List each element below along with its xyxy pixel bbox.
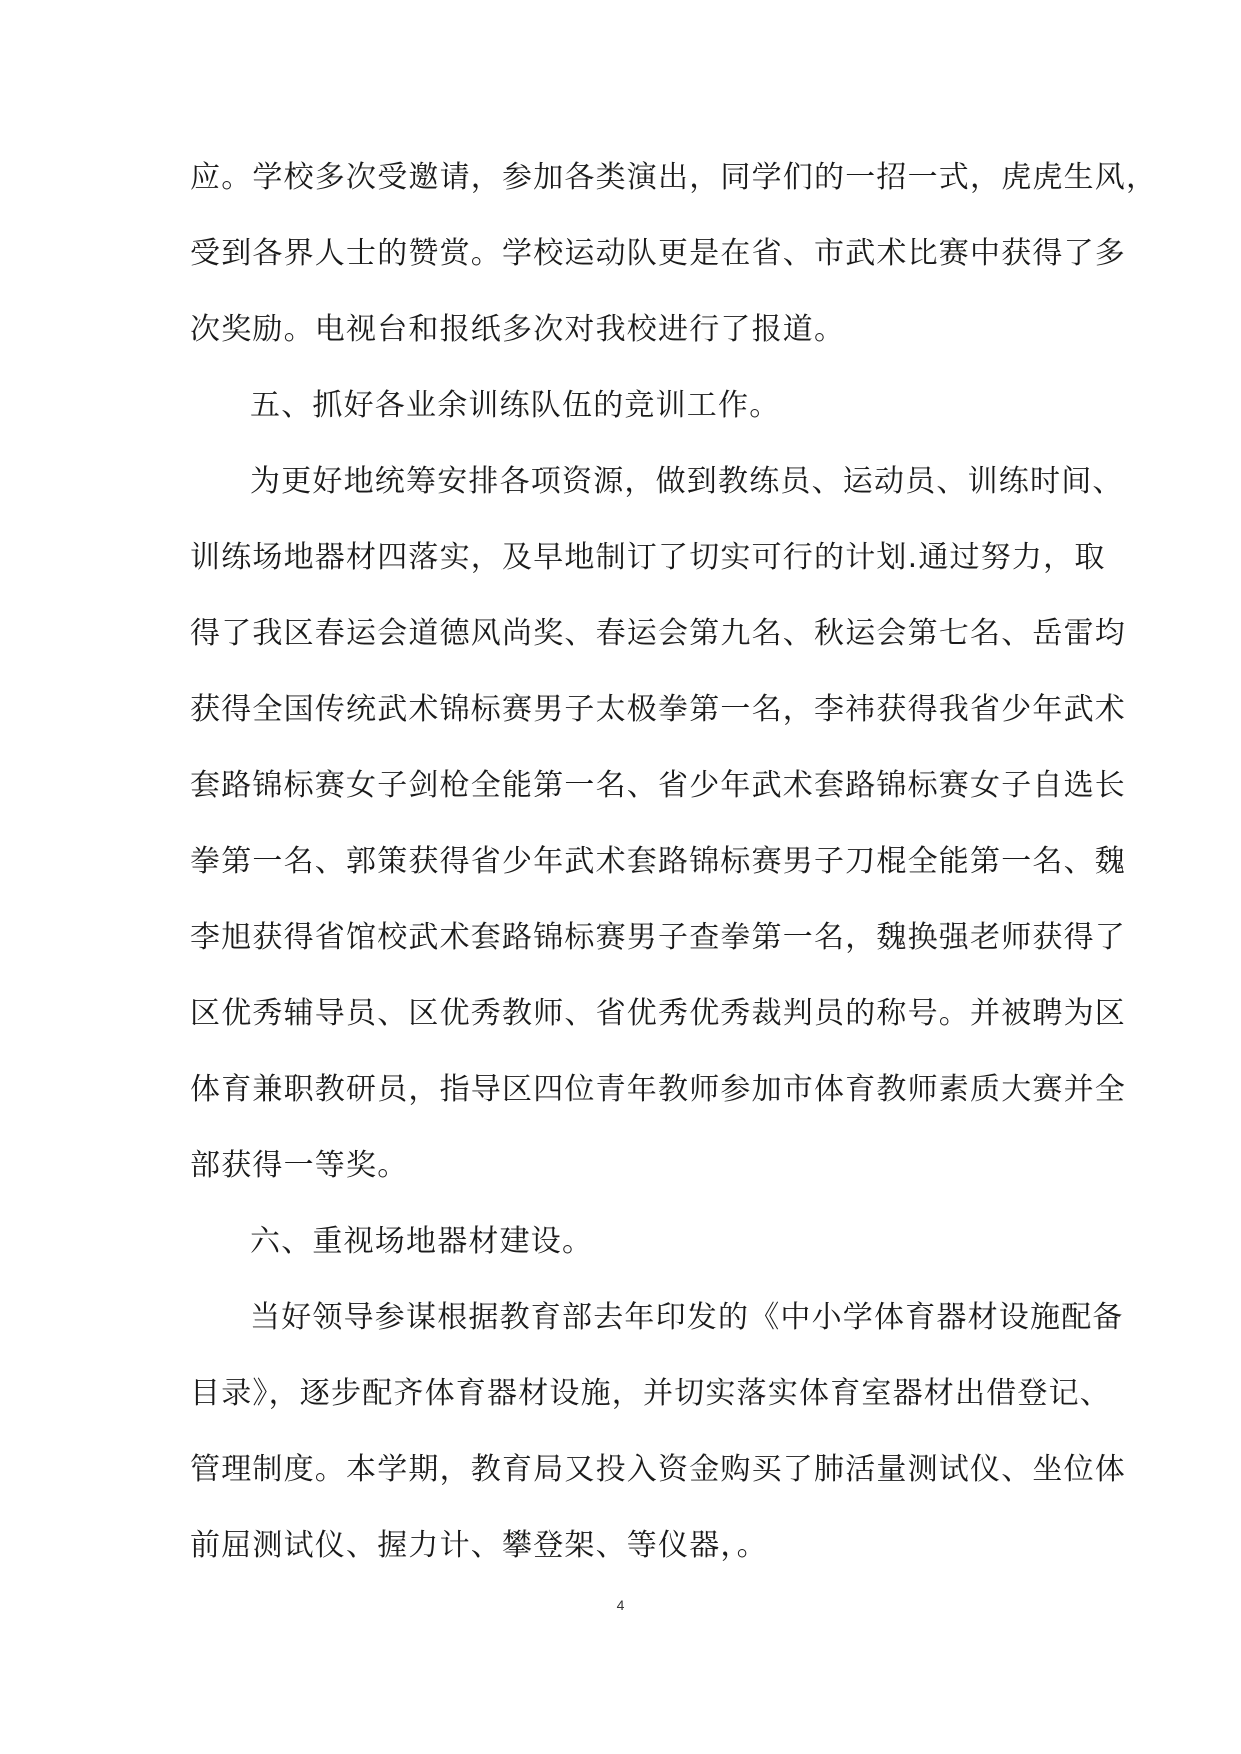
text-line: 部获得一等奖。 — [190, 1148, 409, 1183]
text-line: 套路锦标赛女子剑枪全能第一名、省少年武术套路锦标赛女子自选长 — [190, 768, 1126, 803]
text-line: 当好领导参谋根据教育部去年印发的《中小学体育器材设施配备 — [250, 1300, 1124, 1335]
text-line: 六、重视场地器材建设。 — [250, 1224, 594, 1259]
text-line: 拳第一名、郭策获得省少年武术套路锦标赛男子刀棍全能第一名、魏 — [190, 844, 1126, 879]
text-line: 李旭获得省馆校武术套路锦标赛男子查拳第一名，魏换强老师获得了 — [190, 920, 1126, 955]
text-line: 得了我区春运会道德风尚奖、春运会第九名、秋运会第七名、岳雷均 — [190, 616, 1126, 651]
text-line: 区优秀辅导员、区优秀教师、省优秀优秀裁判员的称号。并被聘为区 — [190, 996, 1126, 1031]
text-line: 体育兼职教研员，指导区四位青年教师参加市体育教师素质大赛并全 — [190, 1072, 1126, 1107]
text-line: 训练场地器材四落实，及早地制订了切实可行的计划.通过努力，取 — [190, 540, 1106, 575]
text-line: 管理制度。本学期，教育局又投入资金购买了肺活量测试仪、坐位体 — [190, 1452, 1126, 1487]
text-line: 五、抓好各业余训练队伍的竞训工作。 — [250, 388, 781, 423]
text-line: 受到各界人士的赞赏。学校运动队更是在省、市武术比赛中获得了多 — [190, 236, 1126, 271]
text-line: 目录》，逐步配齐体育器材设施，并切实落实体育室器材出借登记、 — [190, 1376, 1111, 1411]
text-line: 次奖励。电视台和报纸多次对我校进行了报道。 — [190, 312, 846, 347]
text-line: 为更好地统筹安排各项资源，做到教练员、运动员、训练时间、 — [250, 464, 1124, 499]
page-number: 4 — [616, 1597, 625, 1613]
text-line: 获得全国传统武术锦标赛男子太极拳第一名，李祎获得我省少年武术 — [190, 692, 1126, 727]
text-line: 应。学校多次受邀请，参加各类演出，同学们的一招一式，虎虎生风， — [190, 160, 1158, 195]
text-line: 前屈测试仪、握力计、攀登架、等仪器，。 — [190, 1528, 768, 1563]
body-text — [190, 140, 1158, 1584]
